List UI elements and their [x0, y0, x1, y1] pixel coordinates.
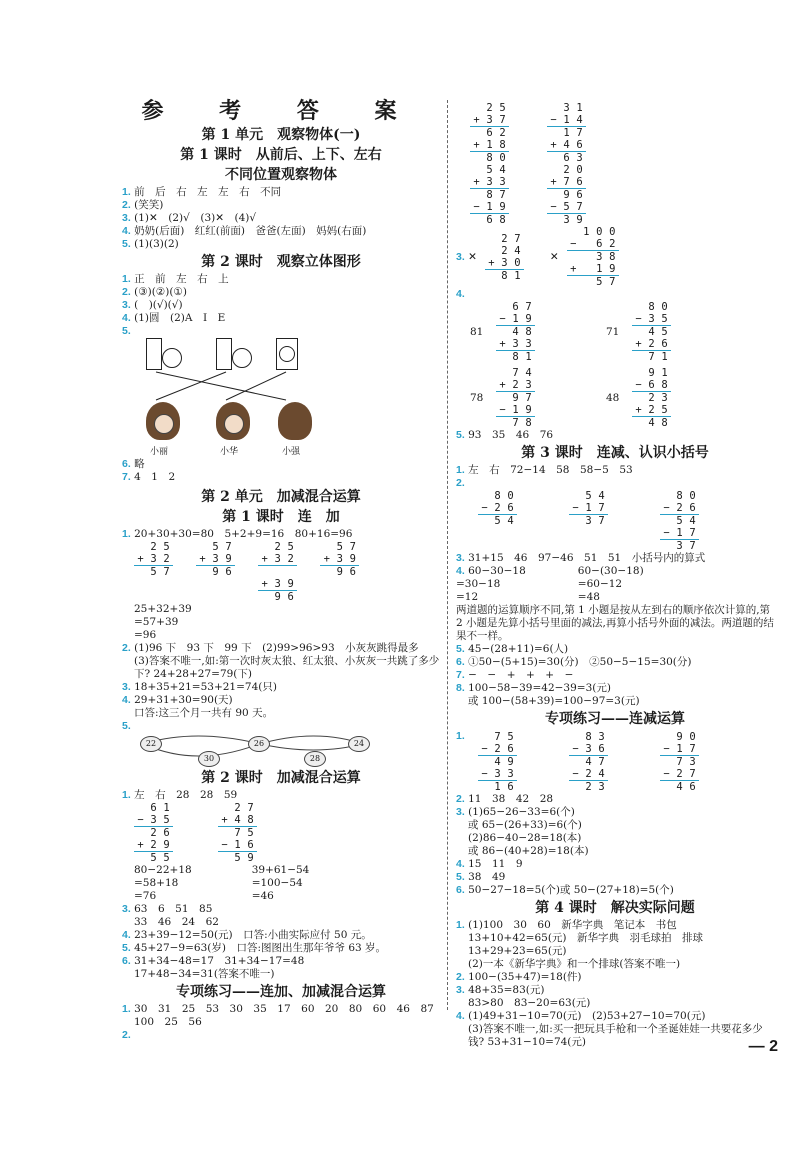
right-q3-mark-2: ✕ — [549, 250, 559, 263]
u2l3-q4-b — [578, 565, 644, 604]
special-practice-2-heading: 专项练习——连减运算 — [545, 711, 685, 727]
calc-b-1: 39+61−54 — [251, 864, 310, 876]
u1l2-q6: 6. 略 — [122, 458, 145, 470]
u1l2-q2: 2. (③)(②)(①) — [122, 286, 187, 298]
calc-a-2: =58+18 — [134, 877, 179, 889]
u2-lesson1-heading: 第 1 课时 连 加 — [222, 509, 340, 525]
u2l3-q4-a-head: 4. 60−30−18 — [456, 565, 526, 577]
vc-39-57: 5 7 + 3 9 9 6 — [320, 541, 359, 578]
u2l3-q8b: 或 100−(58+39)=100−97=3(元) — [468, 695, 640, 707]
u2l1-calc-line-1: 25+32+39 — [134, 603, 192, 615]
u2l1-q4b: 口答:这三个月一共有 90 天。 — [134, 707, 274, 719]
u1l1-q1: 1. 前 后 右 左 左 右 不同 — [122, 186, 282, 198]
u1l2-q4: 4. (1)圆 (2)A I E — [122, 312, 226, 324]
u2l4-q1b: 13+10+42=65(元) 新华字典 羽毛球拍 排球 — [468, 932, 704, 944]
vc-83-36-24: 8 3 − 3 6 4 7 − 2 4 2 3 — [569, 731, 608, 793]
u2l2-q3b: 33 46 24 62 — [134, 916, 219, 928]
u2-lesson2-heading: 第 2 课时 加减混合运算 — [201, 770, 361, 786]
ring-3: 26 — [248, 736, 270, 752]
sp2-q3d: 或 86−(40+28)=18(本) — [468, 845, 589, 857]
ring-1: 22 — [140, 736, 162, 752]
u2l3-q2-calcs — [478, 490, 774, 552]
vc-75-26-33: 7 5 − 2 6 4 9 − 3 3 1 6 — [478, 731, 517, 793]
kid-face — [224, 414, 244, 434]
u2l2-calc-b — [252, 864, 310, 903]
unit-2-heading: 第 2 单元 加减混合运算 — [201, 489, 361, 505]
sp2-q3c: (2)86−40−28=18(本) — [468, 832, 582, 844]
u1l2-q5: 5. — [122, 325, 131, 337]
u2l1-q2b: (3)答案不唯一,如:第一次时灰太狼、红太狼、小灰灰一共跳了多少下? 24+28+27=79(下) — [134, 655, 440, 680]
kid-label-3: 小强 — [282, 447, 301, 457]
u1-lesson1-heading-1: 第 1 课时 从前后、上下、左右 — [180, 147, 382, 163]
q4-label-48: 48 — [606, 391, 620, 404]
u2l4-q1a: 1. (1)100 30 60 新华字典 笔记本 书包 — [456, 919, 677, 931]
u2l2-calc-pair — [122, 864, 440, 903]
u2l3-q4-b-2: =48 — [577, 591, 600, 603]
q4-label-78: 78 — [470, 391, 484, 404]
vc-27-24-30: 2 7 2 4 + 3 0 8 1 — [485, 233, 524, 282]
q4-label-71: 71 — [606, 325, 620, 338]
vc-25-32-39: 2 5 + 3 2 + 3 9 9 6 — [258, 541, 297, 603]
sp2-q1-calcs — [478, 731, 774, 793]
u2l3-q5: 5. 45−(28+11)=6(人) — [456, 643, 569, 655]
vc-80-26: 8 0 − 2 6 5 4 — [478, 490, 517, 552]
match-line-2 — [226, 372, 286, 400]
u2l3-q4-a-1: =30−18 — [456, 578, 501, 590]
u1l1-q5: 5. (1)(3)(2) — [122, 238, 179, 250]
calc-a-1: 80−22+18 — [134, 864, 192, 876]
kid-face — [154, 414, 174, 434]
u1l1-q3: 3. (1)✕ (2)√ (3)✕ (4)√ — [122, 212, 257, 224]
right-q5: 5. 93 35 46 76 — [456, 429, 554, 441]
vc-61-35-29: 6 1 − 3 5 2 6 + 2 9 5 5 — [134, 802, 173, 864]
sp2-q6: 6. 50−27−18=5(个)或 50−(27+18)=5(个) — [456, 884, 674, 896]
kid-label-2: 小华 — [220, 447, 239, 457]
page-number: — 2 — [748, 1038, 778, 1055]
u2l4-q1c: 13+29+23=65(元) — [468, 945, 567, 957]
vc-25-32: 2 5 + 3 2 5 7 — [134, 541, 173, 578]
u1-lesson2-heading: 第 2 课时 观察立体图形 — [201, 254, 361, 270]
q4-label-81: 81 — [470, 325, 484, 338]
sp2-q3a: 3. (1)65−26−33=6(个) — [456, 806, 575, 818]
u1l2-q3: 3. ( )(√)(√) — [122, 299, 183, 311]
u2l1-vertical-calcs — [122, 541, 440, 603]
right-q3-label: 3. ✕ — [456, 250, 477, 263]
u2-lesson4-heading: 第 4 课时 解决实际问题 — [535, 900, 695, 916]
u2l3-q4-b-head: 60−(30−18) — [577, 565, 644, 577]
right-q3 — [456, 226, 774, 288]
sp1-q1: 1. 30 31 25 53 30 35 17 60 20 80 60 46 87 — [122, 1003, 434, 1015]
u1l2-q1: 1. 正 前 左 右 上 — [122, 273, 229, 285]
u2l1-q1: 1. 20+30+30=80 5+2+9=16 80+16=96 — [122, 528, 353, 540]
vc-57-39: 5 7 + 3 9 9 6 — [196, 541, 235, 578]
kid-label-1: 小丽 — [150, 447, 169, 457]
u2l1-q5: 5. — [122, 720, 131, 732]
u2l4-q1d: (2)一本《新华字典》和一个排球(答案不唯一) — [468, 958, 681, 970]
u2l3-q8a: 8. 100−58−39=42−39=3(元) — [456, 682, 611, 694]
vc-90-17-27: 9 0 − 1 7 7 3 − 2 7 4 6 — [660, 731, 699, 793]
u2l4-q3a: 3. 48+35=83(元) — [456, 984, 545, 996]
sp2-q2: 2. 11 38 42 28 — [456, 793, 554, 805]
u2l3-q4-b-1: =60−12 — [577, 578, 623, 590]
u2l2-q1: 1. 左 右 28 28 59 — [122, 789, 238, 801]
u2l3-q4-note: 两道题的运算顺序不同,第 1 小题是按从左到右的顺序依次计算的,第 2 小题是先算小括号里面的减法,再算小括号外面的减法。两道题的结果不一样。 — [456, 604, 774, 642]
match-line-1 — [156, 372, 286, 400]
vc-27-48-16: 2 7 + 4 8 7 5 − 1 6 5 9 — [218, 802, 257, 864]
u2l2-calc-a — [134, 864, 192, 903]
vc-80-35: 8 0 − 3 5 4 5 + 2 6 7 1 — [632, 301, 724, 363]
right-q4-label: 4. — [456, 288, 465, 300]
vc-67-19: 6 7 − 1 9 4 8 + 3 3 8 1 — [496, 301, 588, 363]
vc-100-62: 1 0 0 − 6 2 3 8 + 1 9 5 7 — [567, 226, 619, 288]
ring-2: 30 — [198, 751, 220, 767]
u2-lesson3-heading: 第 3 课时 连减、认识小括号 — [521, 445, 709, 461]
u2l3-q1: 1. 左 右 72−14 58 58−5 53 — [456, 464, 633, 476]
unit-1-heading: 第 1 单元 观察物体(一) — [201, 127, 361, 143]
sp2-q3b: 或 65−(26+33)=6(个) — [468, 819, 582, 831]
u2l2-q4: 4. 23+39−12=50(元) 口答:小曲实际应付 50 元。 — [122, 929, 372, 941]
u2l4-q2: 2. 100−(35+47)=18(件) — [456, 971, 582, 983]
vc-74-23: 7 4 + 2 3 9 7 − 1 9 7 8 — [496, 367, 588, 429]
right-column — [456, 102, 774, 1049]
sp1-q2: 2. — [122, 1029, 131, 1041]
sp1-q1b: 100 25 56 — [134, 1016, 202, 1028]
calc-a-3: =76 — [134, 890, 157, 902]
u2l1-calc-line-3: =96 — [134, 629, 157, 641]
left-column — [122, 98, 440, 1042]
ring-5: 24 — [348, 736, 370, 752]
special-practice-1-heading: 专项练习——连加、加减混合运算 — [176, 984, 386, 1000]
kid-xiaoli — [146, 402, 180, 440]
u2l3-q3: 3. 31+15 46 97−46 51 51 小括号内的算式 — [456, 552, 706, 564]
u2l3-q6: 6. ①50−(5+15)=30(分) ②50−5−15=30(分) — [456, 656, 692, 668]
u2l2-q5: 5. 45+27−9=63(岁) 口答:图图出生那年爷爷 63 岁。 — [122, 942, 387, 954]
u2l1-q3: 3. 18+35+21=53+21=74(只) — [122, 681, 277, 693]
right-top-calcs — [470, 102, 774, 226]
u2l4-q4b: (3)答案不唯一,如:买一把玩具手枪和一个圣诞娃娃一共要花多少钱? 53+31−10=74(元) — [468, 1023, 763, 1048]
u2l3-q2-label: 2. — [456, 477, 465, 489]
kid-xiaoqiang — [278, 402, 312, 440]
observation-sketch — [136, 338, 440, 458]
u2l2-vertical-calcs — [122, 802, 440, 864]
vc-80-26-17: 8 0 − 2 6 5 4 − 1 7 3 7 — [660, 490, 699, 552]
u2l1-q4a: 4. 29+31+30=90(天) — [122, 694, 233, 706]
right-q4-grid — [470, 301, 774, 429]
u1-lesson1-heading-2: 不同位置观察物体 — [225, 167, 337, 183]
u2l1-q2a: 2. (1)96 下 93 下 99 下 (2)99>96>93 小灰灰跳得最多 — [122, 642, 419, 654]
u2l2-q6b: 17+48−34=31(答案不唯一) — [134, 968, 275, 980]
ring-4: 28 — [304, 751, 326, 767]
ring-chain — [136, 733, 440, 767]
sp2-q4: 4. 15 11 9 — [456, 858, 523, 870]
u2l2-q6a: 6. 31+34−48=17 31+34−17=48 — [122, 955, 305, 967]
kid-xiaohua — [216, 402, 250, 440]
column-divider — [447, 100, 448, 1010]
u2l3-q4-a-2: =12 — [456, 591, 479, 603]
calc-b-2: =100−54 — [251, 877, 303, 889]
u2l3-q4 — [456, 565, 774, 604]
u2l2-q3a: 3. 63 6 51 85 — [122, 903, 213, 915]
sp2-q5: 5. 38 49 — [456, 871, 506, 883]
u1l1-q4: 4. 奶奶(后面) 红红(前面) 爸爸(左面) 妈妈(右面) — [122, 225, 367, 237]
vc-31-14: 3 1 − 1 4 1 7 + 4 6 6 3 2 0 + 7 6 9 6 − 5 7 3 9 — [547, 102, 586, 226]
page-title: 参 考 答 案 — [141, 98, 421, 124]
u2l4-q4a: 4. (1)49+31−10=70(元) (2)53+27−10=70(元) — [456, 1010, 706, 1022]
match-line-3 — [156, 372, 226, 400]
u2l3-q4-a — [456, 565, 526, 604]
u1l1-q2: 2. (笑笑) — [122, 199, 164, 211]
calc-b-3: =46 — [251, 890, 274, 902]
vc-91-68: 9 1 − 6 8 2 3 + 2 5 4 8 — [632, 367, 724, 429]
vc-25-37: 2 5 + 3 7 6 2 + 1 8 8 0 5 4 + 3 3 8 7 − 1 9 6 8 — [470, 102, 509, 226]
u2l3-q7: 7. − − + + + − — [456, 669, 574, 681]
sp2-q1-label: 1. — [456, 730, 465, 742]
u2l4-q3b: 83>80 83−20=63(元) — [468, 997, 591, 1009]
u1l2-q7: 7. 4 1 2 — [122, 471, 176, 483]
u2l1-calc-line-2: =57+39 — [134, 616, 179, 628]
vc-54-17: 5 4 − 1 7 3 7 — [569, 490, 608, 552]
